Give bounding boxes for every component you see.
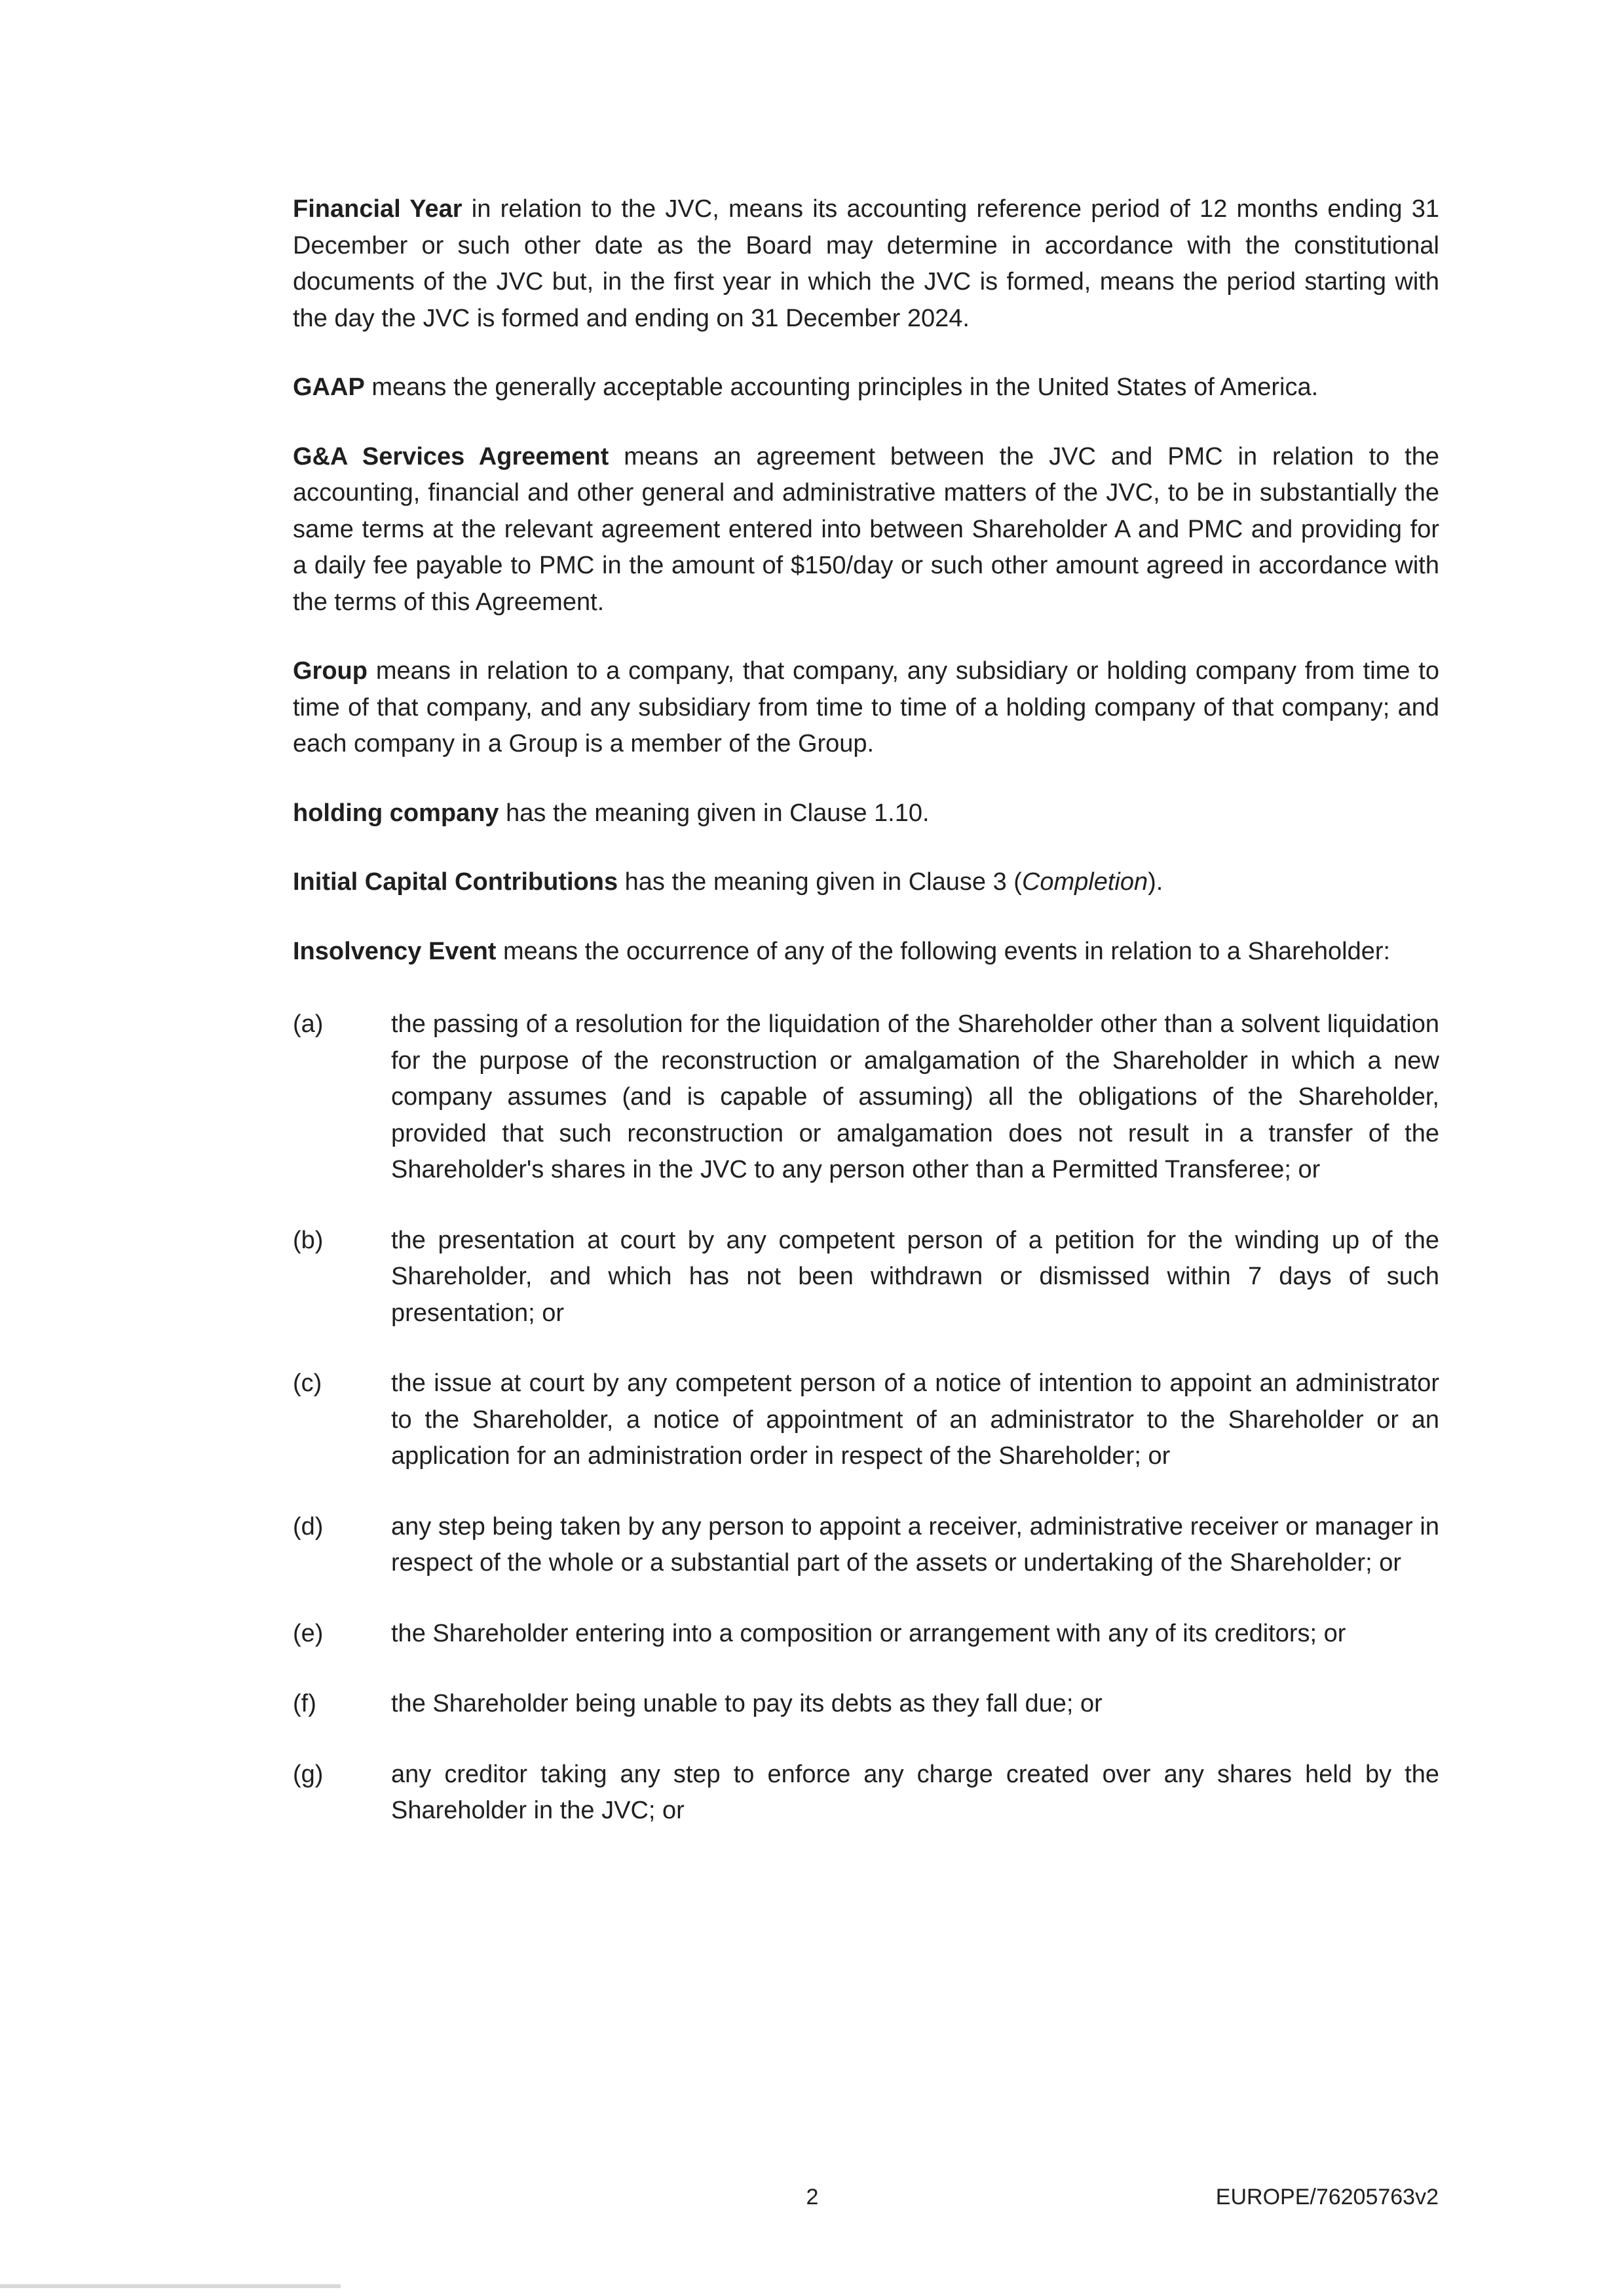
list-item-text: the presentation at court by any competent person of a petition for the winding up of the Shareholder, and which has not been withdrawn or dismissed within 7 days of such presentation; or [391,1226,1439,1327]
definition-text: means an agreement between the JVC and PMC in relation to the accounting, financial and other general and administrative matters of the JVC, to be in substantially the same terms at the relevant agreement entered into between Shareholder A and PMC and providing for a daily fee payable to PMC in the amount of $150/day or such other amount agreed in accordance with the terms of this Agreement. [293,442,1439,616]
page-number: 2 [806,2185,819,2210]
list-marker: (d) [293,1512,324,1540]
list-item [293,1006,1439,1189]
definition-holding-company [293,795,1439,832]
list-item-text: any creditor taking any step to enforce any charge created over any shares held by the Shareholder in the JVC; or [391,1760,1439,1824]
definition-text-end: ). [1148,868,1163,896]
list-item-text: any step being taken by any person to appoint a receiver, administrative receiver or manager in respect of the whole or a substantial part of the assets or undertaking of the Shareholder; or [391,1512,1439,1577]
list-item [293,1366,1439,1475]
list-item [293,1509,1439,1582]
list-marker: (b) [293,1226,324,1254]
definition-financial-year [293,191,1439,337]
insolvency-event-list [293,1006,1439,1829]
definition-term: G&A Services Agreement [293,442,609,470]
definition-term: Financial Year [293,195,463,223]
definition-term: Initial Capital Contributions [293,868,618,896]
clause-title: Completion [1021,868,1148,896]
list-marker: (e) [293,1619,324,1647]
list-marker: (f) [293,1690,316,1717]
definition-term: Insolvency Event [293,937,497,965]
list-item-text: the Shareholder entering into a composition or arrangement with any of its creditors; or [391,1619,1346,1647]
list-marker: (g) [293,1760,324,1788]
list-marker: (a) [293,1010,324,1038]
definition-text: has the meaning given in Clause 1.10. [499,799,930,827]
definition-term: Group [293,657,368,685]
definition-text: means the occurrence of any of the following events in relation to a Shareholder: [496,937,1391,965]
list-item-text: the issue at court by any competent person of a notice of intention to appoint an administrator to the Shareholder, a notice of appointment of an administrator to the Shareholder or an application for an administration order in respect of the Shareholder; or [391,1369,1439,1470]
list-item [293,1757,1439,1829]
definition-text: has the meaning given in Clause 3 ( [618,868,1022,896]
definition-ga-services-agreement [293,439,1439,621]
definition-group [293,653,1439,763]
list-item [293,1223,1439,1332]
definition-gaap [293,370,1439,406]
definition-insolvency-event [293,934,1439,970]
document-body [293,191,1439,1864]
list-item [293,1616,1439,1653]
definition-text: means in relation to a company, that company, any subsidiary or holding company from time to time of that company, and any subsidiary from time to time of a holding company of that company; and each company in a Group is a member of the Group. [293,657,1439,757]
definition-initial-capital-contributions [293,864,1439,901]
list-item-text: the passing of a resolution for the liquidation of the Shareholder other than a solvent liquidation for the purpose of the reconstruction or amalgamation of the Shareholder in which a new company assumes (and is capable of assuming) all the obligations of the Shareholder, provided that such reconstruction or amalgamation does not result in a transfer of the Shareholder's shares in the JVC to any person other than a Permitted Transferee; or [391,1010,1439,1183]
document-reference: EUROPE/76205763v2 [1215,2185,1439,2210]
definition-text: means the generally acceptable accounting principles in the United States of America. [364,373,1319,401]
definition-term: holding company [293,799,499,827]
scan-edge-divider [0,2284,341,2288]
list-marker: (c) [293,1369,322,1397]
list-item-text: the Shareholder being unable to pay its debts as they fall due; or [391,1690,1103,1717]
definition-term: GAAP [293,373,365,401]
list-item [293,1686,1439,1723]
definition-text: in relation to the JVC, means its accounting reference period of 12 months ending 31 December or such other date as the Board may determine in accordance with the constitutional documents of the JVC but, in the first year in which the JVC is formed, means the period starting with the day the JVC is formed and ending on 31 December 2024. [293,195,1439,332]
